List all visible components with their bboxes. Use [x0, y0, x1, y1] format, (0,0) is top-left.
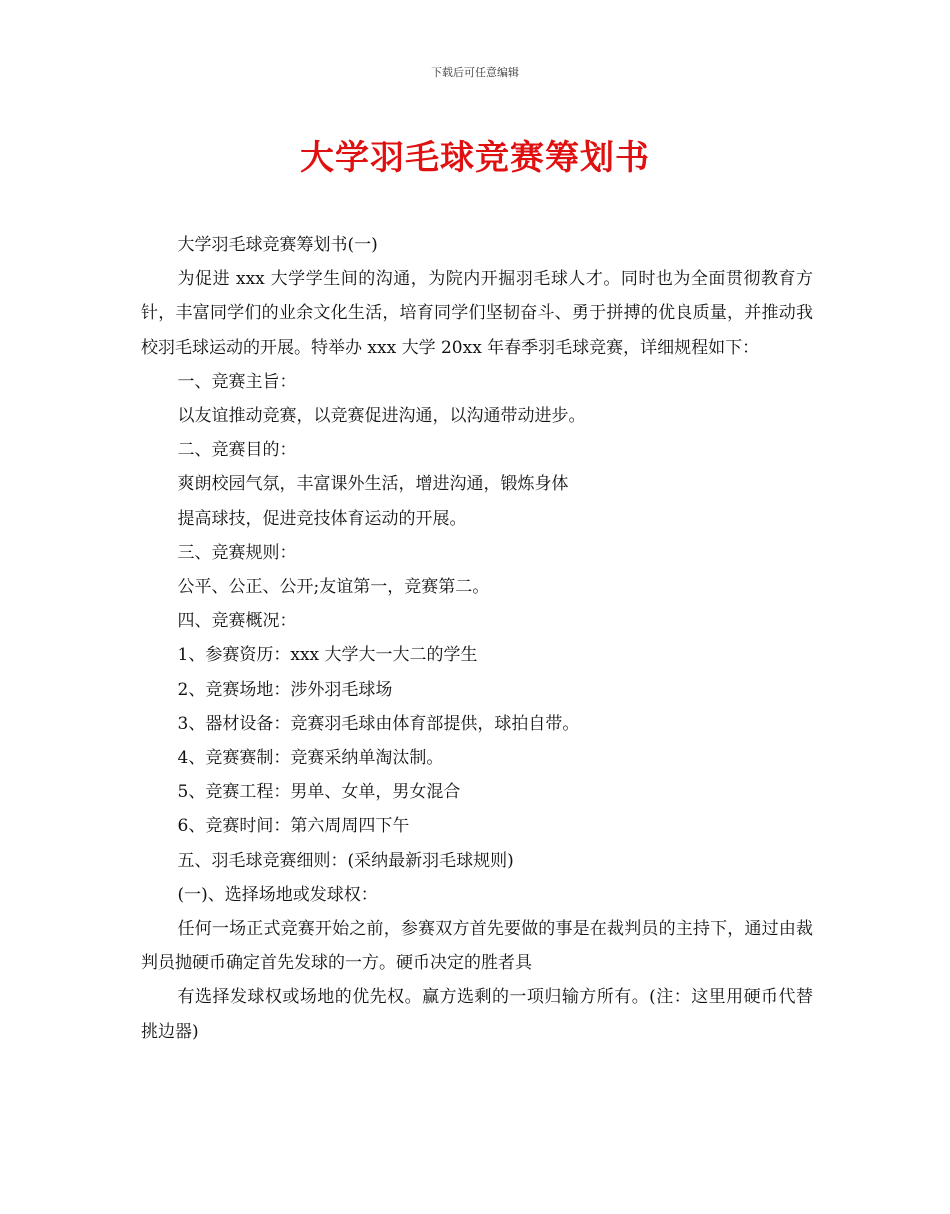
paragraph: 4、竞赛赛制：竞赛采纳单淘汰制。: [177, 748, 444, 769]
paragraph: 五、羽毛球竞赛细则：(采纳最新羽毛球规则): [177, 850, 514, 871]
paragraph: 提高球技，促进竞技体育运动的开展。: [177, 508, 467, 529]
paragraph: 任何一场正式竞赛开始之前，参赛双方首先要做的事是在裁判员的主持下，通过由裁判员抛硬币确定首先发球的一方。硬币决定的胜者具: [141, 919, 813, 974]
paragraph: 为促进 xxx 大学学生间的沟通，为院内开掘羽毛球人才。同时也为全面贯彻教育方针，丰富同学们的业余文化生活，培育同学们坚韧奋斗、勇于拼搏的优良质量，并推动我校羽毛球运动的开展。特举办 xxx 大学 20xx 年春季羽毛球竞赛，详细规程如下：: [141, 269, 813, 358]
paragraph: 3、器材设备：竞赛羽毛球由体育部提供，球拍自带。: [177, 713, 580, 734]
paragraph: 爽朗校园气氛，丰富课外生活，增进沟通，锻炼身体: [177, 474, 569, 495]
paragraph: 一、竞赛主旨：: [177, 371, 297, 392]
paragraph: 有选择发球权或场地的优先权。赢方选剩的一项归输方所有。(注：这里用硬币代替挑边器): [141, 987, 813, 1042]
paragraph: 6、竞赛时间：第六周周四下午: [177, 816, 410, 837]
paragraph: (一)、选择场地或发球权：: [177, 884, 378, 905]
page-header-note: 下载后可任意编辑: [431, 66, 519, 79]
paragraph: 以友谊推动竞赛，以竞赛促进沟通，以沟通带动进步。: [177, 406, 586, 427]
paragraph: 大学羽毛球竞赛筹划书(一): [177, 235, 378, 255]
paragraph: 公平、公正、公开;友谊第一，竞赛第二。: [177, 577, 490, 598]
paragraph: 三、竞赛规则：: [177, 542, 297, 563]
paragraph: 5、竞赛工程：男单、女单，男女混合: [177, 782, 461, 803]
paragraph: 四、竞赛概况：: [177, 611, 297, 632]
paragraph: 二、竞赛目的：: [177, 440, 297, 461]
paragraph: 1、参赛资历：xxx 大学大一大二的学生: [177, 645, 478, 666]
document-body: [141, 228, 813, 1049]
paragraph: 2、竞赛场地：涉外羽毛球场: [177, 679, 393, 700]
document-title: 大学羽毛球竞赛筹划书: [300, 138, 650, 178]
